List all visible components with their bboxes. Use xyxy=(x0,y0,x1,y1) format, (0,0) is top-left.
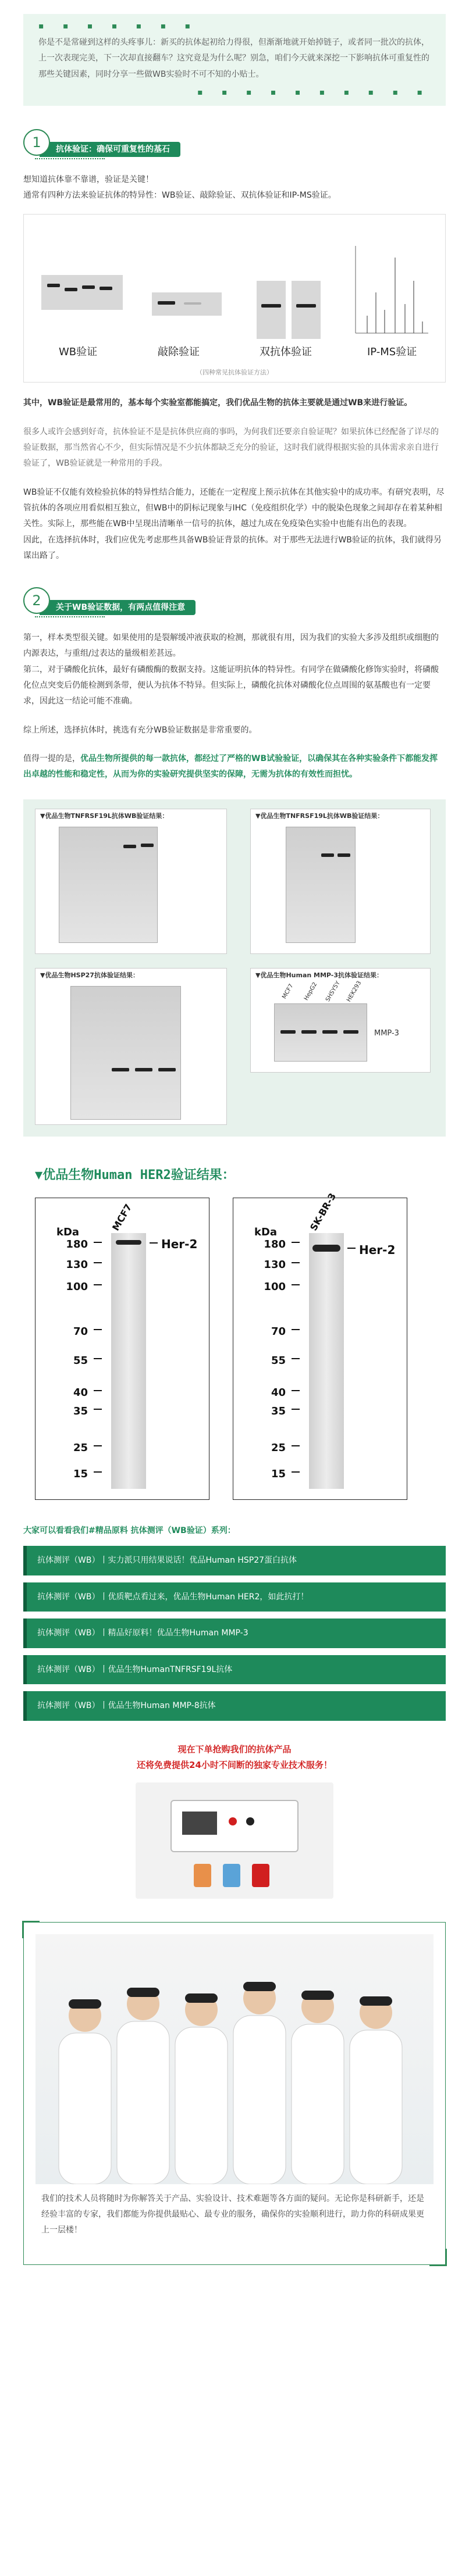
mw-marker-tick xyxy=(292,1284,300,1285)
mw-marker-label: 40 xyxy=(73,1387,88,1399)
article-link[interactable]: 抗体测评（WB）丨优品生物HumanTNFRSF19L抗体 xyxy=(23,1655,446,1685)
card-title: ▼优品生物HSP27抗体验证结果： xyxy=(40,971,139,979)
mw-marker-label: 70 xyxy=(73,1325,88,1338)
paragraph: 第二，对于磷酸化抗体，最好有磷酸酶的数据支持。这能证明抗体的特异性。有同学在做磷酸化修饰实验时，将磷酸化位点突变后仍能检测到条带，便认为抗体不特异。但实际上，磷酸化抗体对磷酸化位点周围的氨基酸也有一定要求，因此这一结论可能不准确。 xyxy=(23,664,439,706)
paragraph: WB验证不仅能有效检验抗体的特异性结合能力，还能在一定程度上预示抗体在其他实验中的成功率。有研究表明，尽管抗体的各项应用看似相互独立，但WB中的阴标记现象与IHC（免疫组织化学）中的脱染色现象之间却存在着某种相关性。实际上，那些能在WB中呈现出清晰单一信号的抗体，越过九成在免疫染色实验中也能有出色的表现。 xyxy=(23,487,445,529)
promo-block xyxy=(23,1742,446,1899)
decor-dots: ▪ ▪ ▪ ▪ ▪ ▪ ▪ ▪ ▪ ▪ xyxy=(197,87,431,97)
kda-label: kDa xyxy=(254,1226,278,1239)
paragraph: 综上所述，选择抗体时，挑选有充分WB验证数据是非常重要的。 xyxy=(23,725,257,735)
result-card-tnfrsf19l-1 xyxy=(35,809,227,954)
intro-box xyxy=(23,14,446,106)
product-image xyxy=(136,1782,333,1899)
paragraph: 第一，样本类型很关键。如果使用的是裂解缓冲液获取的检测，那就很有用，因为我们的实验大多涉及组织或细胞的内源表达，与重组/过表达的量级相差甚远。 xyxy=(23,633,439,659)
frame-corner xyxy=(429,2249,447,2266)
lane-label: SHSY5Y xyxy=(324,980,342,1003)
mw-marker-tick xyxy=(94,1262,102,1263)
wb-results-grid xyxy=(23,799,446,1137)
divider xyxy=(35,616,105,617)
section-header-2 xyxy=(23,587,446,622)
gel-lane xyxy=(111,1233,146,1489)
paragraph: 想知道抗体靠不靠谱，验证是关键！ xyxy=(23,174,154,184)
lane-label: HepG2 xyxy=(303,981,319,1002)
mw-marker-tick xyxy=(94,1409,102,1410)
figure-label-dual: 双抗体验证 xyxy=(260,346,312,359)
gel-lane xyxy=(309,1233,344,1489)
mw-marker-tick xyxy=(292,1242,300,1243)
article-link[interactable]: 抗体测评（WB）丨优品生物Human MMP-8抗体 xyxy=(23,1691,446,1721)
her2-figure xyxy=(35,1191,446,1500)
mw-marker-tick xyxy=(292,1445,300,1446)
mw-marker-tick xyxy=(94,1358,102,1359)
mw-marker-label: 130 xyxy=(264,1259,286,1271)
lane-label: HEK293 xyxy=(346,980,363,1003)
promo-line-1: 现在下单抢购我们的抗体产品 xyxy=(177,1743,292,1755)
paragraph: 其中，WB验证是最常用的，基本每个实验室都能搞定，我们优品生物的抗体主要就是通过WB来进行验证。 xyxy=(23,398,413,408)
her2-panel-mcf7 xyxy=(35,1198,209,1500)
mw-marker-label: 55 xyxy=(73,1355,88,1367)
band-label: Her-2 xyxy=(161,1237,198,1252)
figure-caption: （四种常见抗体验证方法） xyxy=(196,368,273,376)
band-label: Her-2 xyxy=(359,1243,396,1257)
lane-name: MCF7 xyxy=(110,1202,134,1233)
card-title: ▼优品生物TNFRSF19L抗体WB验证结果： xyxy=(40,812,169,820)
figure-label-ko: 敲除验证 xyxy=(158,346,200,359)
mw-marker-label: 35 xyxy=(271,1405,286,1418)
divider xyxy=(35,158,105,159)
result-card-tnfrsf19l-2 xyxy=(250,809,431,954)
paragraph: 通常有四种方法来验证抗体的特异性：WB验证、敲除验证、双抗体验证和IP-MS验证。 xyxy=(23,191,336,201)
article-link[interactable]: 抗体测评（WB）丨实力派只用结果说话！优品Human HSP27蛋白抗体 xyxy=(23,1546,446,1575)
section-title: 关于WB验证数据，有两点值得注意 xyxy=(40,600,196,615)
mw-marker-tick xyxy=(94,1390,102,1391)
result-card-mmp3 xyxy=(250,968,431,1073)
her2-title: ▼优品生物Human HER2验证结果： xyxy=(35,1167,235,1182)
team-text: 我们的技术人员将随时为你解答关于产品、实验设计、技术难题等各方面的疑问。无论你是科研新手，还是经验丰富的专家，我们都能为你提供最贴心、最专业的服务，确保你的实验顺利进行，助力你的科研成果更上一层楼！ xyxy=(41,2193,424,2235)
series-title: 大家可以看看我们#精品原料 抗体测评（WB验证）系列： xyxy=(23,1526,236,1536)
gel-image xyxy=(274,1003,367,1062)
mw-marker-label: 15 xyxy=(271,1468,286,1481)
mw-marker-label: 100 xyxy=(66,1281,88,1294)
section-number: 2 xyxy=(23,587,50,614)
ms-spectrum xyxy=(350,223,431,339)
mw-marker-tick xyxy=(292,1358,300,1359)
mw-marker-tick xyxy=(292,1471,300,1473)
ko-panel xyxy=(152,223,228,345)
mw-marker-tick xyxy=(94,1471,102,1473)
her2-band xyxy=(116,1240,141,1245)
mw-marker-label: 180 xyxy=(264,1238,286,1251)
gel-image xyxy=(70,986,181,1120)
verification-methods-figure xyxy=(23,214,446,383)
paragraph-lead: 值得一提的是， xyxy=(23,753,80,763)
wb-panel xyxy=(35,223,123,345)
mw-marker-tick xyxy=(292,1390,300,1391)
card-title: ▼优品生物Human MMP-3抗体验证结果： xyxy=(255,971,383,979)
highlight-text: 优品生物所提供的每一款抗体，都经过了严格的WB试验验证，以确保其在各种实验条件下都能发挥出卓越的性能和稳定性，从而为你的实验研究提供坚实的保障，无需为抗体的有效性而担忧。 xyxy=(23,753,438,780)
mw-marker-tick xyxy=(292,1409,300,1410)
her2-band xyxy=(312,1245,340,1252)
ipms-panel xyxy=(350,223,431,345)
team-photo xyxy=(35,1934,434,2184)
lane-label: MCF7 xyxy=(281,982,295,1000)
mw-marker-label: 25 xyxy=(271,1442,286,1455)
mw-marker-label: 130 xyxy=(66,1259,88,1271)
decor-dots: ▪ ▪ ▪ ▪ ▪ ▪ ▪ xyxy=(38,22,199,31)
section-header-1 xyxy=(23,129,446,164)
card-title: ▼优品生物TNFRSF19L抗体WB验证结果： xyxy=(255,812,384,820)
article-link[interactable]: 抗体测评（WB）丨优质靶点看过来，优品生物Human HER2，如此抗打！ xyxy=(23,1582,446,1612)
band-label: MMP-3 xyxy=(374,1028,399,1038)
mw-marker-tick xyxy=(94,1445,102,1446)
dual-panel xyxy=(257,223,326,345)
band-tick xyxy=(150,1242,158,1244)
mw-marker-label: 55 xyxy=(271,1355,286,1367)
section-title: 抗体验证：确保可重复性的基石 xyxy=(40,142,180,157)
mw-marker-tick xyxy=(292,1329,300,1330)
article-link[interactable]: 抗体测评（WB）丨精品好原料！优品生物Human MMP-3 xyxy=(23,1619,446,1648)
paragraph: 很多人或许会感到好奇，抗体验证不是是抗体供应商的事吗，为何我们还要亲自验证呢？如果抗体已经配备了详尽的验证数据，那当然省心不少，但实际情况是不少抗体都缺乏充分的验证，这时我们就得根据实验的具体需求亲自进行验证了，WB验证就是一种常用的手段。 xyxy=(23,427,439,469)
team-illustration xyxy=(35,1934,435,2184)
section-number: 1 xyxy=(23,129,50,156)
paragraph xyxy=(23,751,446,783)
mw-marker-label: 35 xyxy=(73,1405,88,1418)
promo-line-2: 还将免费提供24小时不间断的独家专业技术服务！ xyxy=(137,1759,332,1770)
gel-image xyxy=(59,827,158,943)
figure-label-wb: WB验证 xyxy=(59,346,98,359)
mw-marker-tick xyxy=(94,1284,102,1285)
mw-marker-tick xyxy=(94,1329,102,1330)
team-section xyxy=(23,1922,446,2265)
mw-marker-label: 70 xyxy=(271,1325,286,1338)
mw-marker-label: 15 xyxy=(73,1468,88,1481)
gel-image xyxy=(286,827,356,943)
kda-label: kDa xyxy=(56,1226,80,1239)
figure-label-ipms: IP-MS验证 xyxy=(367,346,417,359)
mw-marker-label: 25 xyxy=(73,1442,88,1455)
her2-panel-skbr3 xyxy=(233,1191,407,1500)
mw-marker-label: 40 xyxy=(271,1387,286,1399)
mw-marker-tick xyxy=(94,1242,102,1243)
band-tick xyxy=(347,1248,356,1249)
result-card-hsp27 xyxy=(35,968,227,1125)
mw-marker-label: 180 xyxy=(66,1238,88,1251)
mw-marker-tick xyxy=(292,1262,300,1263)
mw-marker-label: 100 xyxy=(264,1281,286,1294)
paragraph: 因此，在选择抗体时，我们应优先考虑那些具备WB验证背景的抗体。对于那些无法进行WB验证的抗体，我们就得另谋出路了。 xyxy=(23,535,442,560)
lane-name: SK-BR-3 xyxy=(308,1191,339,1233)
intro-text: 你是不是常碰到这样的头疼事儿：新买的抗体起初给力得很，但渐渐地就开始掉链子，或者同一批次的抗体，上一次表现完美，下一次却直接翻车？这究竟是为什么呢？别急，咱们今天就来深挖一下影响抗体可重复性的那些关键因素，同时分享一些做WB实验时不可不知的小贴士。 xyxy=(38,38,429,79)
